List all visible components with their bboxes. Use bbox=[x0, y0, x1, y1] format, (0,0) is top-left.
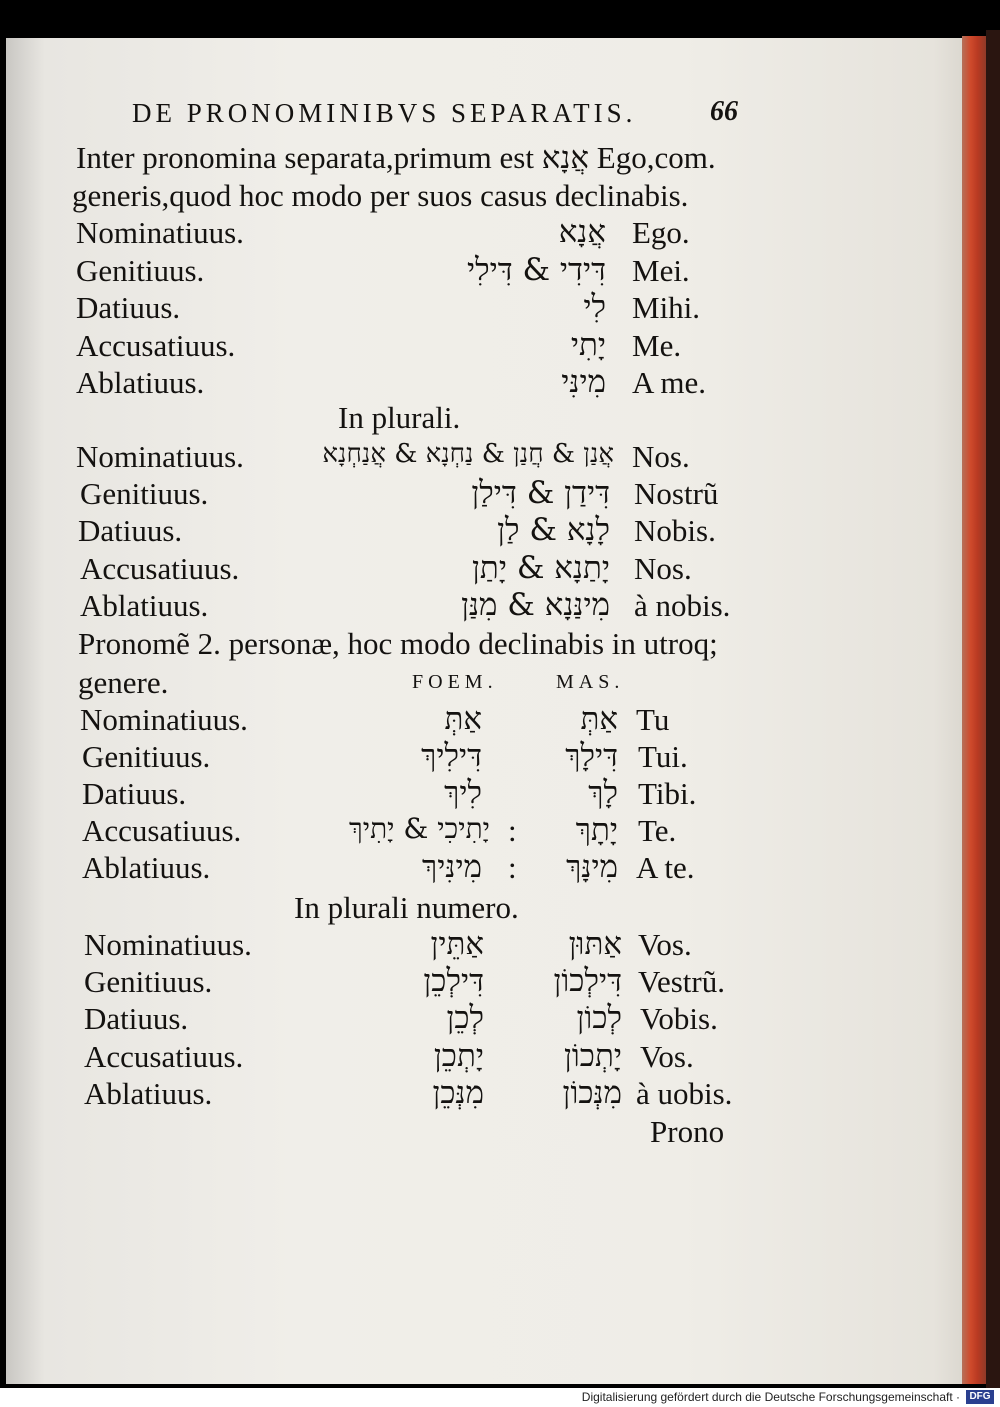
hebrew-form: אֲנַן & חֲנַן & נַחְנָא & אֲנַחְנָא bbox=[322, 439, 614, 469]
hebrew-form-masculine: יָתְכוֹן bbox=[563, 1038, 622, 1074]
latin-gloss: Me. bbox=[632, 328, 682, 363]
column-separator: : bbox=[508, 850, 517, 885]
latin-gloss: à uobis. bbox=[636, 1076, 733, 1111]
hebrew-form: מִינַּנָא & מִנַּן bbox=[461, 587, 610, 623]
latin-gloss: Tui. bbox=[638, 739, 688, 774]
latin-gloss: Te. bbox=[638, 813, 677, 848]
book-page-edge bbox=[962, 36, 986, 1384]
pronoun-2-line-1: Pronomẽ 2. personæ, hoc modo declinabis in utroq; bbox=[78, 626, 718, 661]
case-label: Ablatiuus. bbox=[82, 850, 211, 885]
latin-gloss: A me. bbox=[632, 365, 707, 400]
hebrew-form: דִּידִי & דִּילִי bbox=[466, 252, 606, 288]
latin-gloss: Nos. bbox=[632, 439, 690, 474]
section-heading: In plurali. bbox=[338, 400, 461, 435]
hebrew-form-masculine: דִּילְכוֹן bbox=[553, 963, 622, 999]
intro-line-1 bbox=[76, 142, 716, 174]
case-label: Accusatiuus. bbox=[80, 551, 240, 586]
latin-gloss: Tibi. bbox=[638, 776, 697, 811]
case-label: Datiuus. bbox=[84, 1001, 189, 1036]
hebrew-form: דִּידַן & דִּילַן bbox=[471, 475, 610, 511]
latin-gloss: Mihi. bbox=[632, 290, 701, 325]
case-label: Nominatiuus. bbox=[80, 702, 248, 737]
latin-gloss: Tu bbox=[636, 702, 670, 737]
hebrew-form-feminine: דִּילִיךְ bbox=[421, 738, 482, 774]
case-label: Datiuus. bbox=[76, 290, 181, 325]
latin-gloss: à nobis. bbox=[634, 588, 731, 623]
hebrew-form: יָתַנָא & יָתַן bbox=[472, 550, 610, 586]
latin-gloss: Vos. bbox=[638, 927, 692, 962]
case-label: Datiuus. bbox=[82, 776, 187, 811]
case-label: Nominatiuus. bbox=[84, 927, 252, 962]
case-label: Ablatiuus. bbox=[84, 1076, 213, 1111]
hebrew-form-feminine: אַתֵּין bbox=[430, 926, 484, 962]
case-label: Ablatiuus. bbox=[80, 588, 209, 623]
latin-gloss: Nostrũ bbox=[634, 476, 719, 511]
hebrew-form: לָנָא & לַן bbox=[497, 512, 610, 548]
hebrew-form: מִינִּי bbox=[561, 364, 606, 400]
funding-credit: Digitalisierung gefördert durch die Deutsche Forschungsgemeinschaft · bbox=[581, 1390, 960, 1404]
hebrew-form-masculine: דִּילָךְ bbox=[565, 738, 618, 774]
intro-hebrew: אֲנָא bbox=[541, 140, 590, 176]
case-label: Genitiuus. bbox=[82, 739, 211, 774]
hebrew-form-masculine: לְכוֹן bbox=[576, 1000, 622, 1036]
dfg-logo: DFG bbox=[966, 1390, 994, 1404]
hebrew-form-feminine: יָתְכֵן bbox=[433, 1038, 484, 1074]
case-label: Nominatiuus. bbox=[76, 215, 244, 250]
latin-gloss: Ego. bbox=[632, 215, 690, 250]
hebrew-form-masculine: אַתּוּן bbox=[568, 926, 622, 962]
latin-gloss: A te. bbox=[636, 850, 695, 885]
hebrew-form-feminine: לְכֵן bbox=[446, 1000, 484, 1036]
hebrew-form-masculine: אַתְּ bbox=[580, 701, 618, 737]
column-separator: : bbox=[508, 813, 517, 848]
hebrew-form-feminine: דִּילְכֵן bbox=[423, 963, 484, 999]
case-label: Accusatiuus. bbox=[76, 328, 236, 363]
latin-gloss: Vobis. bbox=[640, 1001, 718, 1036]
section-heading: In plurali numero. bbox=[294, 890, 519, 925]
page-number: 66 bbox=[710, 96, 738, 127]
case-label: Ablatiuus. bbox=[76, 365, 205, 400]
intro-line-2: generis,quod hoc modo per suos casus declinabis. bbox=[72, 178, 689, 213]
hebrew-form-masculine: מִינָּךְ bbox=[566, 849, 618, 885]
case-label: Datiuus. bbox=[78, 513, 183, 548]
column-header-masculine: MAS. bbox=[556, 671, 625, 693]
column-header-feminine: FOEM. bbox=[412, 671, 498, 693]
hebrew-form-feminine: מִינִּיךְ bbox=[422, 849, 482, 885]
pronoun-2-line-2: genere. bbox=[78, 665, 169, 700]
intro-text-a: Inter pronomina separata,primum est bbox=[76, 140, 534, 175]
hebrew-form-masculine: לָךְ bbox=[588, 775, 618, 811]
latin-gloss: Nos. bbox=[634, 551, 692, 586]
hebrew-form-feminine: יָתִיכִי & יָתִיךְ bbox=[348, 812, 490, 845]
book-cover-edge bbox=[986, 30, 1000, 1388]
latin-gloss: Mei. bbox=[632, 253, 690, 288]
hebrew-form-masculine: מִנְּכוֹן bbox=[562, 1075, 622, 1111]
footer-bar bbox=[0, 1388, 1000, 1407]
case-label: Nominatiuus. bbox=[76, 439, 244, 474]
intro-text-b: Ego,com. bbox=[596, 140, 716, 175]
case-label: Genitiuus. bbox=[80, 476, 209, 511]
hebrew-form-masculine: יָתָךְ bbox=[575, 812, 618, 848]
running-head: DE PRONOMINIBVS SEPARATIS. bbox=[132, 98, 637, 128]
case-label: Accusatiuus. bbox=[84, 1039, 244, 1074]
hebrew-form: יָתִי bbox=[570, 327, 606, 363]
case-label: Genitiuus. bbox=[84, 964, 213, 999]
catchword: Prono bbox=[650, 1114, 725, 1149]
latin-gloss: Vos. bbox=[640, 1039, 694, 1074]
hebrew-form-feminine: אַתְּ bbox=[444, 701, 482, 737]
hebrew-form-feminine: מִנְּכֵן bbox=[432, 1075, 484, 1111]
case-label: Genitiuus. bbox=[76, 253, 205, 288]
hebrew-form-feminine: לִיךְ bbox=[444, 775, 482, 811]
latin-gloss: Vestrũ. bbox=[638, 964, 725, 999]
latin-gloss: Nobis. bbox=[634, 513, 716, 548]
hebrew-form: אֲנָא bbox=[558, 214, 606, 250]
hebrew-form: לִי bbox=[583, 289, 606, 325]
case-label: Accusatiuus. bbox=[82, 813, 242, 848]
